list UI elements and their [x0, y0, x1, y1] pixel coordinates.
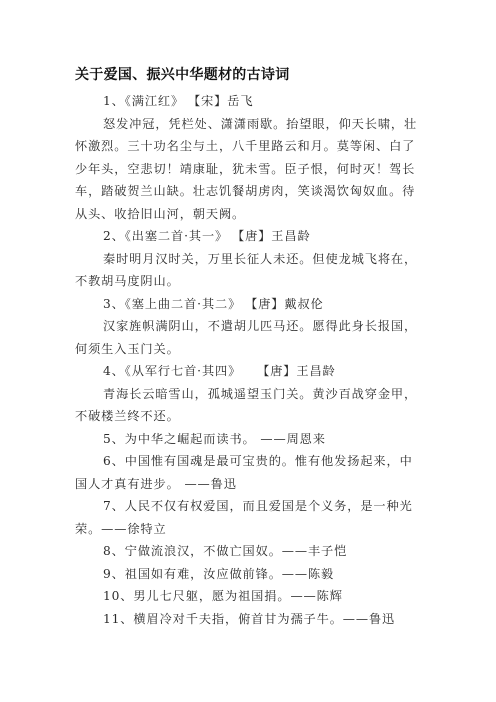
poem-author: 【唐】戴叔伦	[251, 296, 324, 311]
poem-title: 1、《满江红》	[103, 94, 185, 108]
poem-text-3: 汉家旌帜满阴山，不遣胡儿匹马还。愿得此身长报国，何须生入玉门关。	[75, 319, 418, 356]
quote-10: 10、男儿七尺躯，愿为祖国捐。——陈辉	[103, 589, 343, 603]
document-title: 关于爱国、振兴中华题材的古诗词	[75, 67, 290, 83]
poem-heading-2	[75, 225, 423, 248]
poem-text-4: 青海长云暗雪山，孤城遥望玉门关。黄沙百战穿金甲，不破楼兰终不还。	[75, 386, 418, 423]
poem-title: 4、《从军行七首·其四》	[103, 364, 242, 378]
quote-9: 9、祖国如有难，汝应做前锋。——陈毅	[103, 566, 335, 581]
document-body	[75, 90, 423, 630]
poem-text-1: 怒发冲冠，凭栏处、潇潇雨歇。抬望眼，仰天长啸，壮怀激烈。三十功名尘与土，八千里路云和月。莫等闲、白了少年头，空悲切！靖康耻，犹未雪。臣子恨，何时灭！驾长车，踏破贺兰山缺。壮志饥餐胡虏肉，笑谈渴饮匈奴血。待从头、收拾旧山河，朝天阙。	[75, 116, 418, 221]
poem-heading-3	[75, 293, 423, 316]
quote-6: 6、中国惟有国魂是最可宝贵的。惟有他发扬起来，中国人才真有进步。 ——鲁迅	[75, 454, 413, 491]
poem-heading-1	[75, 90, 423, 113]
quote-7: 7、人民不仅有权爱国，而且爱国是个义务，是一种光荣。——徐特立	[75, 499, 413, 536]
quote-11: 11、横眉冷对千夫指，俯首甘为孺子牛。——鲁迅	[103, 611, 396, 626]
poem-author: 【唐】王昌龄	[238, 229, 311, 243]
poem-title: 2、《出塞二首·其一》	[103, 229, 229, 243]
poem-title: 3、《塞上曲二首·其二》	[103, 296, 242, 311]
poem-heading-4	[75, 360, 423, 383]
poem-text-2: 秦时明月汉时关，万里长征人未还。但使龙城飞将在，不教胡马度阴山。	[75, 251, 418, 288]
quote-5: 5、为中华之崛起而读书。 ——周恩来	[103, 431, 326, 446]
quote-8: 8、宁做流浪汉，不做亡国奴。——丰子恺	[103, 544, 348, 558]
poem-author: 【唐】王昌龄	[263, 364, 336, 378]
poem-author: 【宋】岳飞	[194, 94, 254, 108]
